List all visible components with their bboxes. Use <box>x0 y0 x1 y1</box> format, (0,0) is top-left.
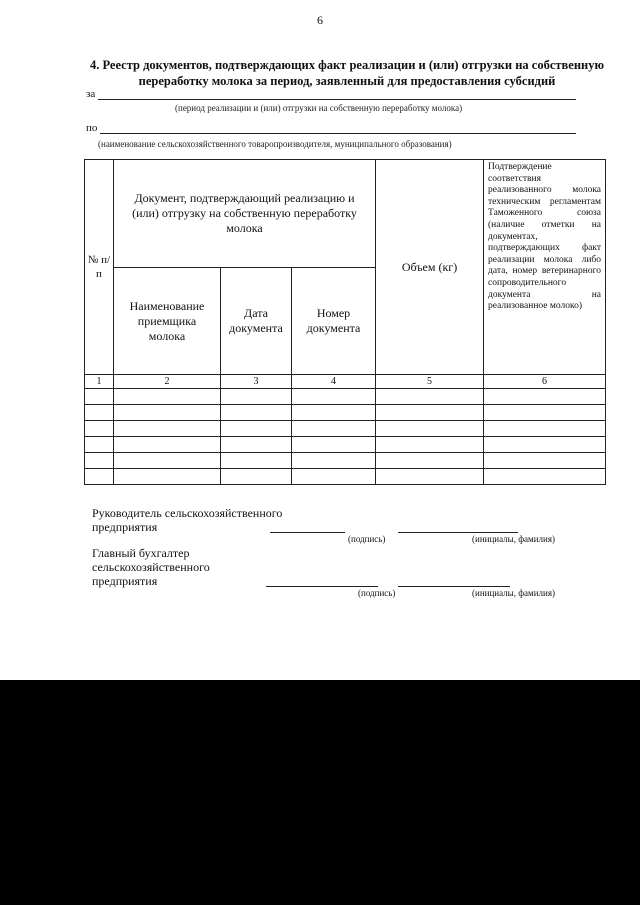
table-cell[interactable] <box>221 421 292 437</box>
table-cell[interactable] <box>376 405 484 421</box>
table-header-row <box>85 160 606 268</box>
header-receiver: Наименование приемщика молока <box>114 268 221 375</box>
director-title: Руководитель сельскохозяйственного предприятия <box>92 506 283 534</box>
accountant-signature-line[interactable] <box>266 586 378 587</box>
table-cell[interactable] <box>114 405 221 421</box>
producer-line[interactable] <box>86 122 576 136</box>
page-number: 6 <box>317 13 323 27</box>
column-index: 6 <box>484 375 606 389</box>
table-cell[interactable] <box>221 437 292 453</box>
table-cell[interactable] <box>292 453 376 469</box>
table-cell[interactable] <box>376 437 484 453</box>
table-cell[interactable] <box>292 405 376 421</box>
header-doc-date: Дата документа <box>221 268 292 375</box>
table-cell[interactable] <box>85 469 114 485</box>
header-volume: Объем (кг) <box>376 160 484 375</box>
column-index: 3 <box>221 375 292 389</box>
table-cell[interactable] <box>85 421 114 437</box>
table-cell[interactable] <box>114 453 221 469</box>
section-heading: 4. Реестр документов, подтверждающих факт реализации и (или) отгрузки на собственную переработку молока за период, заявленный для предоставления субсидий <box>89 58 605 88</box>
table-cell[interactable] <box>376 389 484 405</box>
header-document-group: Документ, подтверждающий реализацию и (или) отгрузку на собственную переработку молока <box>114 160 376 268</box>
table-cell[interactable] <box>114 389 221 405</box>
column-index: 2 <box>114 375 221 389</box>
table-cell[interactable] <box>484 389 606 405</box>
accountant-name-caption: (инициалы, фамилия) <box>472 588 555 598</box>
table-cell[interactable] <box>484 469 606 485</box>
producer-caption: (наименование сельскохозяйственного товаропроизводителя, муниципального образования) <box>98 139 452 149</box>
table-cell[interactable] <box>85 437 114 453</box>
director-signature-line[interactable] <box>270 532 345 533</box>
period-line[interactable] <box>86 88 576 102</box>
table-row[interactable] <box>85 453 606 469</box>
table-cell[interactable] <box>484 421 606 437</box>
table-row[interactable] <box>85 389 606 405</box>
table-cell[interactable] <box>85 389 114 405</box>
table-cell[interactable] <box>484 437 606 453</box>
producer-underline <box>100 133 576 134</box>
column-index: 5 <box>376 375 484 389</box>
table-cell[interactable] <box>484 405 606 421</box>
accountant-sign-caption: (подпись) <box>358 588 396 598</box>
table-cell[interactable] <box>114 421 221 437</box>
period-label: за <box>86 88 96 100</box>
table-cell[interactable] <box>484 453 606 469</box>
column-index-row <box>85 375 606 389</box>
table-cell[interactable] <box>221 405 292 421</box>
header-num: № п/п <box>85 160 114 375</box>
header-confirmation: Подтверждение соответствия реализованного молока техническим регламентам Таможенного союза (наличие отметки на документах, подтверждающих факт реализации молока либо дата, номер ветеринарного сопроводительного документа на реализованное молоко) <box>484 160 606 375</box>
producer-label: по <box>86 122 98 134</box>
table-cell[interactable] <box>292 389 376 405</box>
director-sign-caption: (подпись) <box>348 534 386 544</box>
column-index: 1 <box>85 375 114 389</box>
header-doc-number: Номер документа <box>292 268 376 375</box>
accountant-name-line[interactable] <box>398 586 510 587</box>
scan-border <box>0 680 640 905</box>
table-row[interactable] <box>85 469 606 485</box>
registry-table <box>84 159 606 485</box>
table-row[interactable] <box>85 421 606 437</box>
table-cell[interactable] <box>292 437 376 453</box>
table-cell[interactable] <box>376 469 484 485</box>
table-cell[interactable] <box>85 405 114 421</box>
table-row[interactable] <box>85 405 606 421</box>
table-cell[interactable] <box>114 437 221 453</box>
table-cell[interactable] <box>221 389 292 405</box>
table-row[interactable] <box>85 437 606 453</box>
table-cell[interactable] <box>376 453 484 469</box>
table-cell[interactable] <box>292 469 376 485</box>
director-name-line[interactable] <box>398 532 518 533</box>
period-underline <box>98 99 576 100</box>
table-cell[interactable] <box>221 453 292 469</box>
table-cell[interactable] <box>221 469 292 485</box>
table-cell[interactable] <box>376 421 484 437</box>
table-cell[interactable] <box>85 453 114 469</box>
table-cell[interactable] <box>114 469 221 485</box>
table-cell[interactable] <box>292 421 376 437</box>
column-index: 4 <box>292 375 376 389</box>
director-name-caption: (инициалы, фамилия) <box>472 534 555 544</box>
period-caption: (период реализации и (или) отгрузки на собственную переработку молока) <box>175 103 463 113</box>
accountant-title: Главный бухгалтер сельскохозяйственного предприятия <box>92 546 210 588</box>
